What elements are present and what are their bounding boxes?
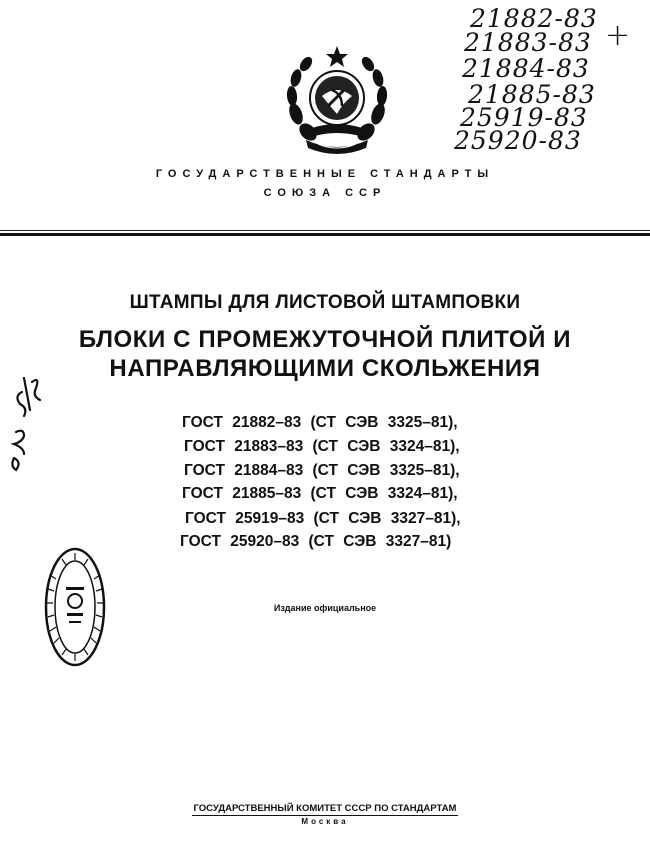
handwritten-plus-mark: + bbox=[605, 18, 631, 53]
edition-note: Издание официальное bbox=[273, 603, 377, 613]
handwritten-note-line: 25919-83 bbox=[460, 103, 588, 132]
publisher-organization-text: ГОСУДАРСТВЕННЫЙ КОМИТЕТ СССР ПО СТАНДАРТАМ bbox=[193, 803, 457, 814]
handwritten-note-line: 21884-83 bbox=[462, 54, 590, 83]
standard-entry: ГОСТ 21882–83 (СТ СЭВ 3325–81), bbox=[182, 414, 458, 431]
handwritten-note-line: 21882-83 bbox=[470, 4, 598, 33]
standard-entry: ГОСТ 25920–83 (СТ СЭВ 3327–81) bbox=[180, 533, 452, 550]
document-title-line1: ШТАМПЫ ДЛЯ ЛИСТОВОЙ ШТАМПОВКИ bbox=[129, 292, 521, 313]
handwritten-note-line: 21885-83 bbox=[468, 80, 596, 109]
document-title-line3: НАПРАВЛЯЮЩИМИ СКОЛЬЖЕНИЯ bbox=[109, 355, 541, 382]
header-divider-thin bbox=[0, 230, 650, 231]
header-divider-thick bbox=[0, 233, 650, 236]
document-title-line2: БЛОКИ С ПРОМЕЖУТОЧНОЙ ПЛИТОЙ И bbox=[78, 326, 572, 353]
handwritten-note-line: 25920-83 bbox=[454, 126, 582, 155]
standard-entry: ГОСТ 21885–83 (СТ СЭВ 3324–81), bbox=[182, 485, 458, 502]
handwritten-note-line: 21883-83 bbox=[464, 28, 592, 57]
header-line-ussr: СОЮЗА ССР bbox=[263, 187, 387, 199]
library-stamp-icon bbox=[40, 545, 110, 670]
standard-entry: ГОСТ 21883–83 (СТ СЭВ 3324–81), bbox=[184, 438, 460, 455]
standard-entry: ГОСТ 21884–83 (СТ СЭВ 3325–81), bbox=[184, 462, 460, 479]
state-emblem-icon bbox=[282, 44, 392, 158]
margin-handwriting-icon bbox=[2, 370, 44, 480]
publisher-city: Москва bbox=[301, 817, 349, 826]
publisher-organization bbox=[0, 803, 650, 814]
header-line-state-standards: ГОСУДАРСТВЕННЫЕ СТАНДАРТЫ bbox=[155, 168, 495, 180]
standard-entry: ГОСТ 25919–83 (СТ СЭВ 3327–81), bbox=[185, 510, 461, 527]
